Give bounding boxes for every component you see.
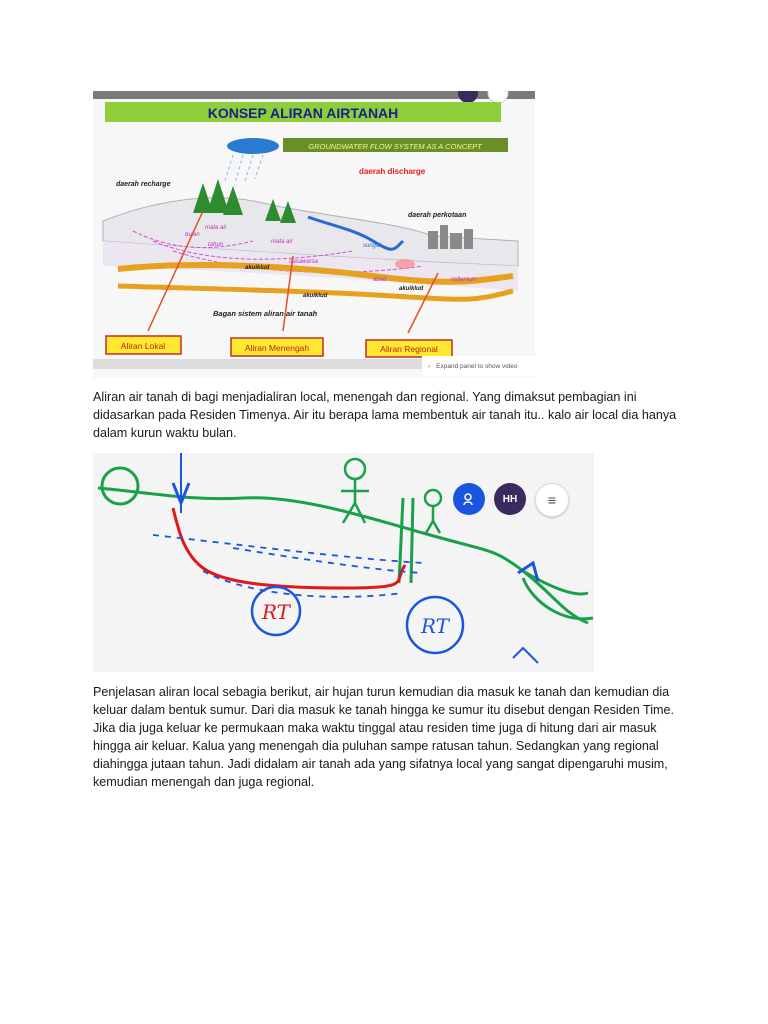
label-abad: abad xyxy=(373,277,387,283)
expand-panel-bar[interactable] xyxy=(422,356,535,376)
paragraph-1: Aliran air tanah di bagi menjadialiran local, menengah dan regional. Yang dimaksut pembagian ini didasarkan pada Residen Timenya. Air itu berapa lama membentuk air tanah itu.. kalo air local dia hanya dalam kurun waktu bulan. xyxy=(93,390,677,440)
paragraph-2: Penjelasan aliran local sebagia berikut, air hujan turun kemudian dia masuk ke tanah dan kemudian dia keluar dalam bentuk sumur. Dari dia masuk ke tanah hingga ke sumur itu disebut dengan Residen Time. Jika dia juga keluar ke permukaan maka waktu tinggal atau residen time juga di hitung dari air masuk hingga air keluar. Kalua yang menengah dia puluhan sampe ratusan tahun. Sedangkan yang regional diahingga jutaan tahun. Jadi didalam air tanah ada yang sifatnya local yang sangat dipengaruhi musim, kemudian menengah dan juga regional. xyxy=(93,685,675,789)
label-dasawarsa: dasawarsa xyxy=(289,259,319,265)
label-tahun: tahun xyxy=(208,242,224,248)
sketch-rt-label-2: RT xyxy=(420,614,450,638)
label-bagan: Bagan sistem aliran air tanah xyxy=(213,309,318,318)
box-aliran-menengah-label: Aliran Menengah xyxy=(244,343,310,353)
person-icon xyxy=(341,459,441,533)
chevron-right-icon: › xyxy=(428,362,431,370)
box-aliran-regional-label: Aliran Regional xyxy=(380,344,438,354)
label-millenium: millenium xyxy=(451,277,477,283)
user-button[interactable] xyxy=(453,483,485,515)
label-akuiklud-1: akuiklud xyxy=(245,265,270,271)
label-sungai: sungai xyxy=(363,243,381,249)
label-mata-air-1: mata air xyxy=(205,225,227,231)
label-perkotaan: daerah perkotaan xyxy=(408,212,467,219)
label-recharge: daerah recharge xyxy=(116,181,171,188)
diagram-subtitle: GROUNDWATER FLOW SYSTEM AS A CONCEPT xyxy=(308,142,482,151)
label-bulan: bulan xyxy=(185,232,200,238)
box-aliran-lokal-label: Aliran Lokal xyxy=(120,341,166,351)
city-icon xyxy=(428,225,473,249)
user-icon xyxy=(462,492,476,506)
label-akuiklud-3: akuiklud xyxy=(303,293,328,299)
hh-avatar-button[interactable]: HH xyxy=(494,483,526,515)
label-akuiklud-2: akuiklud xyxy=(399,286,424,292)
cloud-icon xyxy=(227,138,279,154)
label-mata-air-2: mata air xyxy=(271,239,293,245)
expand-panel-label: Expand panel to show video xyxy=(436,362,518,370)
diagram-title: KONSEP ALIRAN AIRTANAH xyxy=(207,105,399,121)
menu-button[interactable]: ≡ xyxy=(535,483,569,517)
groundwater-concept-diagram xyxy=(93,91,535,378)
diagram-svg xyxy=(93,91,535,378)
label-discharge: daerah discharge xyxy=(359,167,426,176)
sketch-rt-label-1: RT xyxy=(261,600,291,624)
